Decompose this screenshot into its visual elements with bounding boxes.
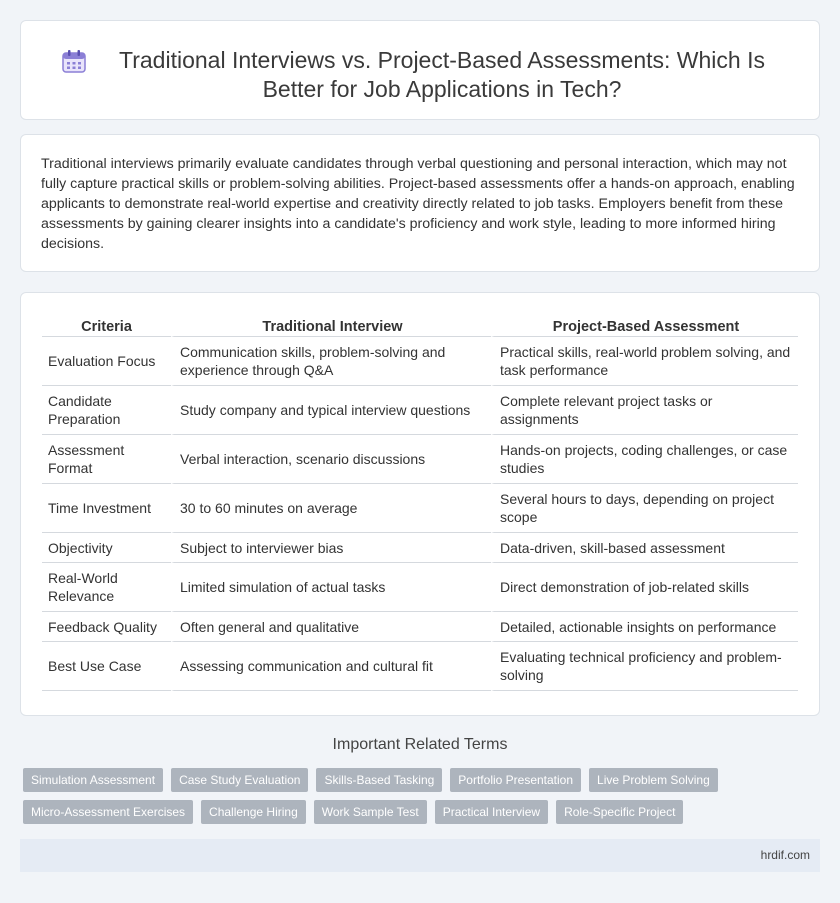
calendar-icon — [61, 48, 87, 74]
table-row — [42, 386, 798, 435]
table-row — [42, 563, 798, 612]
project-cell: Complete relevant project tasks or assignments — [491, 386, 798, 435]
tag-skills-based-tasking[interactable]: Skills-Based Tasking — [316, 768, 442, 792]
criteria-cell: Objectivity — [42, 533, 171, 563]
criteria-cell: Real-World Relevance — [42, 563, 171, 612]
table-row — [42, 337, 798, 386]
related-terms-list — [23, 768, 823, 824]
comparison-table — [42, 315, 798, 691]
header-project-based-assessment: Project-Based Assessment — [491, 315, 798, 337]
tag-case-study-evaluation[interactable]: Case Study Evaluation — [171, 768, 308, 792]
header-criteria: Criteria — [42, 315, 171, 337]
traditional-cell: Verbal interaction, scenario discussions — [171, 435, 491, 484]
project-cell: Data-driven, skill-based assessment — [491, 533, 798, 563]
table-row — [42, 533, 798, 563]
traditional-cell: Subject to interviewer bias — [171, 533, 491, 563]
traditional-cell: Communication skills, problem-solving and experience through Q&A — [171, 337, 491, 386]
project-cell: Practical skills, real-world problem solving, and task performance — [491, 337, 798, 386]
project-cell: Several hours to days, depending on project scope — [491, 484, 798, 533]
criteria-cell: Candidate Preparation — [42, 386, 171, 435]
criteria-cell: Evaluation Focus — [42, 337, 171, 386]
traditional-cell: 30 to 60 minutes on average — [171, 484, 491, 533]
table-header-row — [42, 315, 798, 337]
project-cell: Hands-on projects, coding challenges, or case studies — [491, 435, 798, 484]
table-row — [42, 484, 798, 533]
table-row — [42, 642, 798, 691]
traditional-cell: Assessing communication and cultural fit — [171, 642, 491, 691]
criteria-cell: Assessment Format — [42, 435, 171, 484]
traditional-cell: Often general and qualitative — [171, 612, 491, 642]
traditional-cell: Study company and typical interview questions — [171, 386, 491, 435]
criteria-cell: Feedback Quality — [42, 612, 171, 642]
tag-simulation-assessment[interactable]: Simulation Assessment — [23, 768, 163, 792]
footer-site-link[interactable]: hrdif.com — [760, 848, 810, 862]
tag-portfolio-presentation[interactable]: Portfolio Presentation — [450, 768, 581, 792]
header-traditional-interview: Traditional Interview — [171, 315, 491, 337]
page-title: Traditional Interviews vs. Project-Based Assessments: Which Is Better for Job Applications in Tech? — [119, 47, 765, 102]
tag-challenge-hiring[interactable]: Challenge Hiring — [201, 800, 306, 824]
criteria-cell: Best Use Case — [42, 642, 171, 691]
intro-card — [20, 134, 820, 272]
title-card — [20, 20, 820, 120]
comparison-card — [20, 292, 820, 716]
traditional-cell: Limited simulation of actual tasks — [171, 563, 491, 612]
project-cell: Detailed, actionable insights on performance — [491, 612, 798, 642]
tag-micro-assessment-exercises[interactable]: Micro-Assessment Exercises — [23, 800, 193, 824]
criteria-cell: Time Investment — [42, 484, 171, 533]
footer — [20, 839, 820, 872]
intro-paragraph: Traditional interviews primarily evaluate candidates through verbal questioning and personal interaction, which may not fully capture practical skills or problem-solving abilities. Project-based assessments offer a hands-on approach, enabling applicants to demonstrate real-world expertise and creativity directly related to job tasks. Employers benefit from these assessments by gaining clearer insights into a candidate's proficiency and work style, leading to more informed hiring decisions. — [41, 156, 795, 252]
table-row — [42, 435, 798, 484]
tag-role-specific-project[interactable]: Role-Specific Project — [556, 800, 683, 824]
tag-practical-interview[interactable]: Practical Interview — [435, 800, 548, 824]
tag-work-sample-test[interactable]: Work Sample Test — [314, 800, 427, 824]
related-terms-heading: Important Related Terms — [332, 736, 508, 753]
project-cell: Evaluating technical proficiency and problem-solving — [491, 642, 798, 691]
project-cell: Direct demonstration of job-related skills — [491, 563, 798, 612]
tag-live-problem-solving[interactable]: Live Problem Solving — [589, 768, 718, 792]
table-row — [42, 612, 798, 642]
